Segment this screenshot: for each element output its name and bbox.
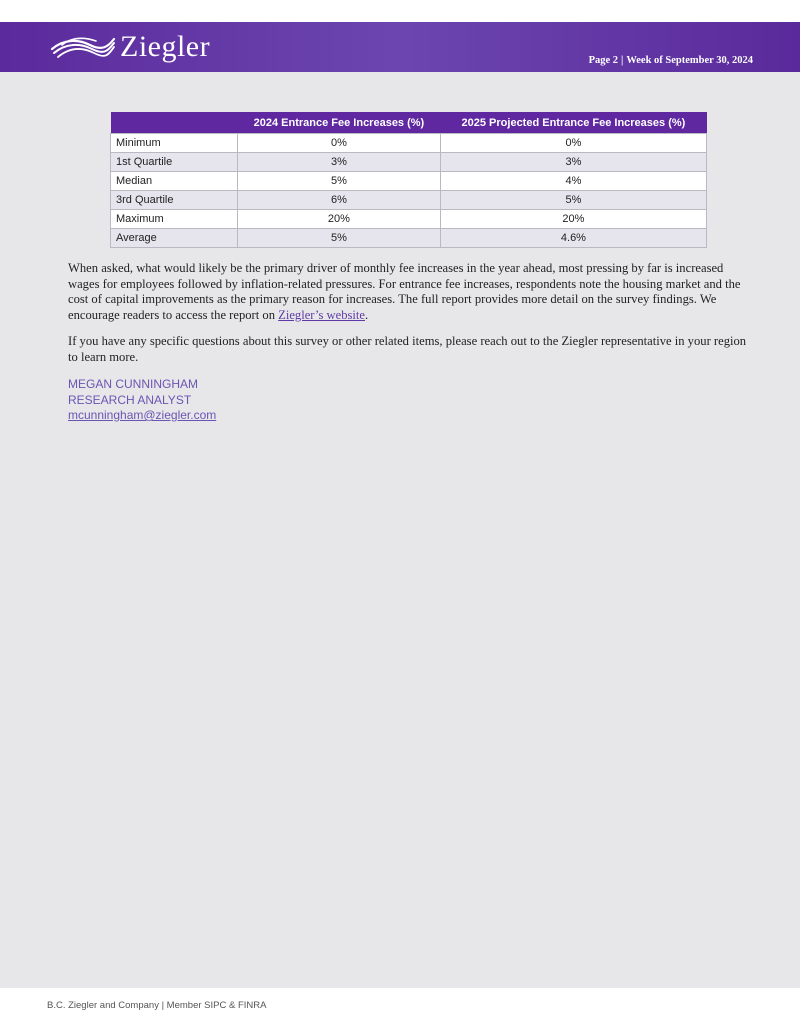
table-row: [111, 210, 707, 229]
row-label: 3rd Quartile: [111, 191, 238, 210]
header-cell-blank: [111, 112, 238, 134]
cell-2024: 20%: [238, 210, 441, 229]
top-margin: [0, 0, 800, 22]
author-signature: [68, 377, 216, 424]
cell-2025: 3%: [440, 153, 706, 172]
table-row: [111, 153, 707, 172]
row-label: Median: [111, 172, 238, 191]
row-label: 1st Quartile: [111, 153, 238, 172]
table-row: [111, 172, 707, 191]
header-banner: [0, 22, 800, 72]
entrance-fee-table: [110, 112, 707, 248]
paragraph-text: When asked, what would likely be the primary driver of monthly fee increases in the year ahead, most pressing by far is increased wages for employees followed by inflation-related pressures. For entrance fee increases, respondents note the housing market and the cost of capital improvements as the primary reason for increases. The full report provides more detail on the survey findings. We encourage readers to access the report on: [68, 261, 741, 322]
cell-2025: 4%: [440, 172, 706, 191]
page-footer: [0, 988, 800, 1035]
cell-2025: 5%: [440, 191, 706, 210]
page-info: [589, 55, 753, 66]
cell-2025: 4.6%: [440, 229, 706, 248]
body-paragraph-contact: If you have any specific questions about this survey or other related items, please reach out to the Ziegler representative in your region to learn more.: [68, 334, 747, 364]
cell-2025: 0%: [440, 134, 706, 153]
row-label: Average: [111, 229, 238, 248]
page-number: Page 2: [588, 55, 619, 66]
ziegler-logo: [50, 30, 210, 64]
cell-2024: 5%: [238, 229, 441, 248]
wave-logo-icon: [50, 35, 116, 59]
author-name: MEGAN CUNNINGHAM: [68, 377, 199, 391]
author-email-link[interactable]: mcunningham@ziegler.com: [68, 408, 217, 422]
table-row: [111, 229, 707, 248]
cell-2025: 20%: [440, 210, 706, 229]
table-row: [111, 191, 707, 210]
row-label: Maximum: [111, 210, 238, 229]
header-cell-2024: 2024 Entrance Fee Increases (%): [238, 112, 441, 134]
row-label: Minimum: [111, 134, 238, 153]
cell-2024: 0%: [238, 134, 441, 153]
week-label: Week of September 30, 2024: [626, 55, 753, 66]
table-row: [111, 134, 707, 153]
table-header-row: [111, 112, 707, 134]
cell-2024: 3%: [238, 153, 441, 172]
header-cell-2025: 2025 Projected Entrance Fee Increases (%): [440, 112, 706, 134]
author-title: RESEARCH ANALYST: [68, 392, 192, 407]
cell-2024: 5%: [238, 172, 441, 191]
divider: |: [621, 55, 624, 66]
ziegler-website-link[interactable]: Ziegler’s website: [278, 307, 365, 322]
cell-2024: 6%: [238, 191, 441, 210]
brand-name: Ziegler: [120, 30, 211, 63]
body-paragraph-drivers: [68, 261, 754, 323]
paragraph-end: .: [365, 307, 369, 322]
footer-disclaimer: B.C. Ziegler and Company | Member SIPC & FINRA: [47, 1000, 267, 1011]
